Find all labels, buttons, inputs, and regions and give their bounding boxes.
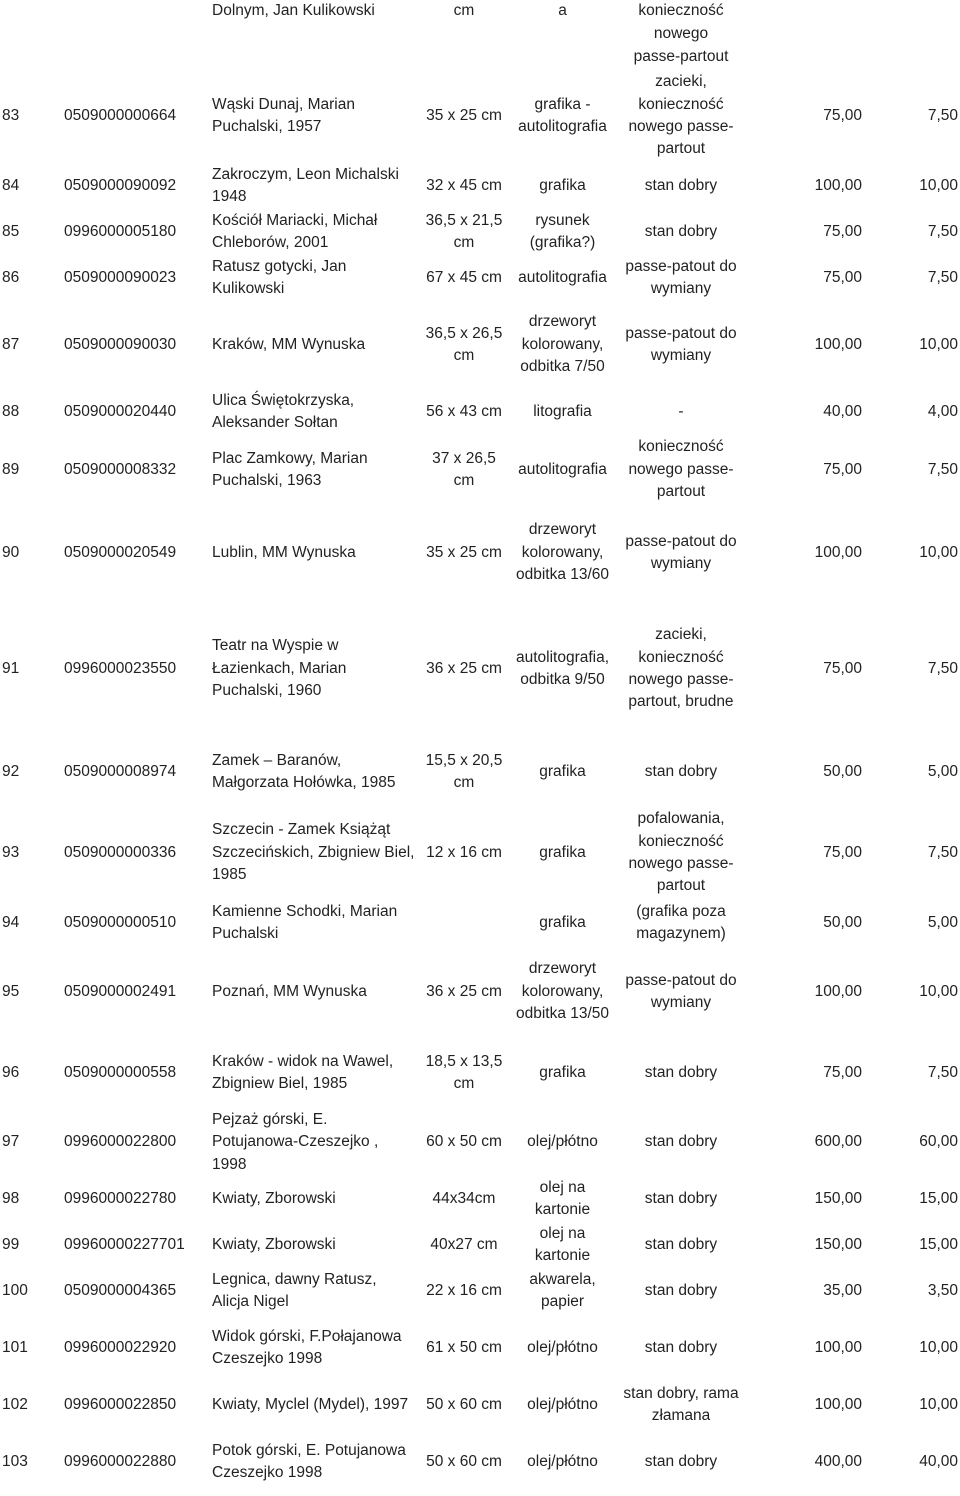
table-row [0,505,960,601]
cell-te: olej/płótno [527,1453,598,1471]
cell-in: 7,50 [927,1063,958,1081]
cell-inv: 0509000000510 [64,913,177,931]
cell-di [418,23,510,46]
cell-va: 100,00 [814,982,862,1000]
cell-te: grafika [539,176,586,194]
cell-di: 12 x 16 cm [426,843,502,861]
cell-in: 10,00 [919,1339,958,1357]
cell-in [864,46,960,69]
cell-st: zacieki, konieczność nowego passe-partout [628,73,734,158]
cell-va: 75,00 [823,659,862,677]
cell-no: 98 [2,1190,20,1208]
cell-va: 75,00 [823,106,862,124]
cell-in: 10,00 [919,982,958,1000]
table-row [0,163,960,209]
cell-va [747,46,864,69]
cell-st: stan dobry [644,1282,718,1300]
cell-ti: Ratusz gotycki, Jan Kulikowski [212,257,347,297]
cell-di [418,46,510,69]
cell-st: stan dobry [644,1339,718,1357]
cell-va: 150,00 [814,1190,862,1208]
table-row [0,0,960,23]
cell-va: 100,00 [814,1339,862,1357]
cell-in: 10,00 [919,335,958,353]
cell-te: drzeworyt kolorowany, odbitka 13/50 [515,960,610,1023]
cell-in: 7,50 [927,106,958,124]
cell-no: 100 [2,1282,28,1300]
cell-st: zacieki, konieczność nowego passe-partout, brudne [628,626,734,711]
cell-te: olej/płótno [527,1396,598,1414]
cell-te: rysunek (grafika?) [529,211,596,251]
cell-no: 93 [2,843,20,861]
cell-no: 95 [2,982,20,1000]
cell-ti: Kwiaty, Myclel (Mydel), 1997 [212,1396,409,1414]
cell-no: 84 [2,176,20,194]
table-row [0,435,960,505]
table-row [0,389,960,435]
table-row [0,601,960,737]
cell-inv: 0996000022780 [64,1190,177,1208]
cell-no [0,0,62,23]
cell-te: grafika [539,1063,586,1081]
cell-te: grafika [539,762,586,780]
cell-ti: Wąski Dunaj, Marian Puchalski, 1957 [212,95,355,135]
cell-di: 56 x 43 cm [426,402,502,420]
cell-in: 40,00 [919,1453,958,1471]
cell-st: stan dobry, rama złamana [623,1384,739,1425]
table-row [0,899,960,947]
cell-inv: 0996000022850 [64,1396,177,1414]
cell-inv: 0996000022880 [64,1453,177,1471]
cell-inv: 0509000090030 [64,335,177,353]
cell-di: 36 x 25 cm [426,659,502,677]
cell-ti: Szczecin - Zamek Książąt Szczecińskich, Zbigniew Biel, 1985 [212,821,415,884]
cell-in: 7,50 [927,268,958,286]
cell-te: drzeworyt kolorowany, odbitka 13/60 [515,521,610,584]
cell-ti: Dolnym, Jan Kulikowski [212,2,375,20]
cell-in: 5,00 [927,913,958,931]
cell-no: 83 [2,106,20,124]
cell-di: 36,5 x 21,5 cm [425,211,503,251]
cell-di: cm [453,2,475,20]
table-row [0,1176,960,1222]
cell-no: 91 [2,659,20,677]
cell-no: 96 [2,1063,20,1081]
cell-in: 15,00 [919,1190,958,1208]
cell-inv: 0509000004365 [64,1282,177,1300]
cell-ti [210,23,418,46]
cell-no [0,23,62,46]
cell-st: konieczność [638,2,724,20]
cell-ti: Kwiaty, Zborowski [212,1236,336,1254]
table-row [0,301,960,389]
cell-te: autolitografia [518,268,607,286]
cell-te: grafika [539,913,586,931]
cell-ti: Lublin, MM Wynuska [212,543,356,561]
cell-va: 100,00 [814,1396,862,1414]
cell-in [864,0,960,23]
cell-no: 101 [2,1339,28,1357]
cell-inv: 0509000002491 [64,982,177,1000]
cell-ti: Ulica Świętokrzyska, Aleksander Sołtan [212,391,355,431]
cell-te: a [558,2,567,20]
cell-no: 103 [2,1453,28,1471]
table-row [0,23,960,46]
cell-in: 15,00 [919,1236,958,1254]
cell-st: stan dobry [644,222,718,240]
cell-te [510,23,615,46]
cell-va: 75,00 [823,843,862,861]
cell-di: 18,5 x 13,5 cm [425,1052,503,1092]
cell-di [418,899,510,947]
cell-inv: 0509000008974 [64,762,177,780]
cell-inv: 0996000005180 [64,222,177,240]
cell-inv: 0996000022800 [64,1133,177,1151]
cell-in: 7,50 [927,460,958,478]
cell-inv [62,0,210,23]
cell-inv: 0509000020549 [64,543,177,561]
cell-st: passe-patout do wymiany [625,971,737,1011]
cell-di: 35 x 25 cm [426,106,502,124]
cell-no: 87 [2,335,20,353]
cell-inv: 0509000000664 [64,106,177,124]
cell-ti: Widok górski, F.Połajanowa Czeszejko 1998 [212,1327,402,1368]
cell-di: 35 x 25 cm [426,543,502,561]
cell-va: 150,00 [814,1236,862,1254]
cell-ti [210,46,418,69]
cell-ti: Kwiaty, Zborowski [212,1190,336,1208]
cell-in: 3,50 [927,1282,958,1300]
cell-in: 5,00 [927,762,958,780]
table-row [0,1428,960,1496]
cell-di: 32 x 45 cm [426,176,502,194]
cell-in: 10,00 [919,543,958,561]
cell-va: 400,00 [814,1453,862,1471]
cell-inv: 0509000090092 [64,176,177,194]
table-row [0,209,960,255]
cell-st: stan dobry [644,1453,718,1471]
cell-inv [62,23,210,46]
cell-no [0,46,62,69]
cell-di: 36 x 25 cm [426,982,502,1000]
cell-st: stan dobry [644,176,718,194]
cell-va: 100,00 [814,176,862,194]
cell-inv: 0509000090023 [64,268,177,286]
table-row [0,1037,960,1109]
cell-st: stan dobry [644,1236,718,1254]
cell-te: grafika - autolitografia [518,95,607,135]
table-row [0,1222,960,1268]
table-row [0,807,960,899]
cell-st: - [678,402,684,420]
cell-di: 40x27 cm [430,1236,498,1254]
cell-in: 4,00 [927,402,958,420]
cell-ti: Kościół Mariacki, Michał Chleborów, 2001 [212,211,378,251]
cell-va: 100,00 [814,543,862,561]
cell-di: 50 x 60 cm [426,1453,502,1471]
cell-ti: Kraków, MM Wynuska [212,335,366,353]
cell-st: stan dobry [644,1190,718,1208]
cell-te: olej na kartonie [534,1178,591,1219]
cell-in: 7,50 [927,843,958,861]
cell-te: autolitografia, odbitka 9/50 [515,648,610,688]
cell-di: 50 x 60 cm [426,1396,502,1414]
cell-no: 92 [2,762,20,780]
cell-te: olej/płótno [527,1133,598,1151]
cell-va: 75,00 [823,222,862,240]
cell-di: 22 x 16 cm [426,1282,502,1300]
cell-in: 7,50 [927,659,958,677]
cell-di: 60 x 50 cm [426,1133,502,1151]
cell-inv: 0509000000558 [64,1063,177,1081]
table-row [0,255,960,301]
cell-in: 10,00 [919,176,958,194]
cell-inv: 0509000000336 [64,843,177,861]
cell-te: olej na kartonie [534,1224,591,1265]
cell-no: 94 [2,913,20,931]
cell-te: olej/płótno [527,1339,598,1357]
cell-inv: 09960000227701 [64,1236,185,1254]
cell-inv [62,46,210,69]
cell-te: drzeworyt kolorowany, odbitka 7/50 [520,313,605,376]
cell-st: pofalowania, konieczność nowego passe-partout [628,810,734,895]
cell-no: 85 [2,222,20,240]
table-row [0,1382,960,1428]
cell-va: 35,00 [823,1282,862,1300]
cell-st: nowego [653,25,709,43]
cell-te: autolitografia [518,460,607,478]
table-row [0,69,960,163]
cell-no: 90 [2,543,20,561]
cell-va: 100,00 [814,335,862,353]
cell-te [510,46,615,69]
cell-inv: 0996000022920 [64,1339,177,1357]
cell-no: 88 [2,402,20,420]
cell-no: 86 [2,268,20,286]
cell-inv: 0996000023550 [64,659,177,677]
cell-di: 15,5 x 20,5 cm [425,751,503,791]
cell-va: 75,00 [823,460,862,478]
cell-ti: Zakroczym, Leon Michalski 1948 [212,165,399,205]
cell-st: stan dobry [644,1063,718,1081]
cell-in: 60,00 [919,1133,958,1151]
cell-st: passe-patout do wymiany [625,324,737,364]
cell-ti: Poznań, MM Wynuska [212,982,367,1000]
cell-di: 44x34cm [432,1190,496,1208]
cell-ti: Legnica, dawny Ratusz, Alicja Nigel [212,1270,377,1311]
cell-di: 67 x 45 cm [426,268,502,286]
cell-va: 50,00 [823,762,862,780]
cell-st: passe-partout [633,48,729,66]
cell-st: stan dobry [644,762,718,780]
table-row [0,1268,960,1314]
cell-in: 7,50 [927,222,958,240]
cell-inv: 0509000008332 [64,460,177,478]
table-row [0,1314,960,1382]
cell-no: 99 [2,1236,20,1254]
table-row [0,947,960,1037]
cell-no: 97 [2,1133,20,1151]
cell-inv: 0509000020440 [64,402,177,420]
cell-va: 40,00 [823,402,862,420]
cell-ti: Teatr na Wyspie w Łazienkach, Marian Puchalski, 1960 [212,637,347,700]
cell-ti: Plac Zamkowy, Marian Puchalski, 1963 [212,449,368,489]
cell-in [864,23,960,46]
cell-va: 75,00 [823,1063,862,1081]
cell-st: passe-patout do wymiany [625,532,737,572]
cell-va [747,0,864,23]
cell-te: akwarela, papier [529,1270,596,1311]
cell-te: litografia [533,402,592,420]
cell-no: 102 [2,1396,28,1414]
cell-st: stan dobry [644,1133,718,1151]
cell-st: konieczność nowego passe-partout [628,438,734,501]
cell-va [747,23,864,46]
table-row [0,46,960,69]
cell-in: 10,00 [919,1396,958,1414]
cell-ti: Zamek – Baranów, Małgorzata Hołówka, 1985 [212,751,396,791]
cell-ti: Potok górski, E. Potujanowa Czeszejko 1998 [212,1441,406,1482]
cell-di: 36,5 x 26,5 cm [425,324,503,364]
table-row [0,737,960,807]
table-row [0,1109,960,1176]
cell-di: 37 x 26,5 cm [432,449,496,489]
cell-st: passe-patout do wymiany [625,257,737,297]
cell-st: (grafika poza magazynem) [636,902,726,942]
cell-no: 89 [2,460,20,478]
cell-ti: Pejzaż górski, E. Potujanowa-Czeszejko , 1998 [212,1111,379,1173]
cell-di: 61 x 50 cm [426,1339,502,1357]
cell-te: grafika [539,843,586,861]
cell-ti: Kraków - widok na Wawel, Zbigniew Biel, 1985 [212,1052,394,1092]
cell-va: 50,00 [823,913,862,931]
cell-va: 600,00 [814,1133,862,1151]
cell-ti: Kamienne Schodki, Marian Puchalski [212,902,398,942]
cell-va: 75,00 [823,268,862,286]
